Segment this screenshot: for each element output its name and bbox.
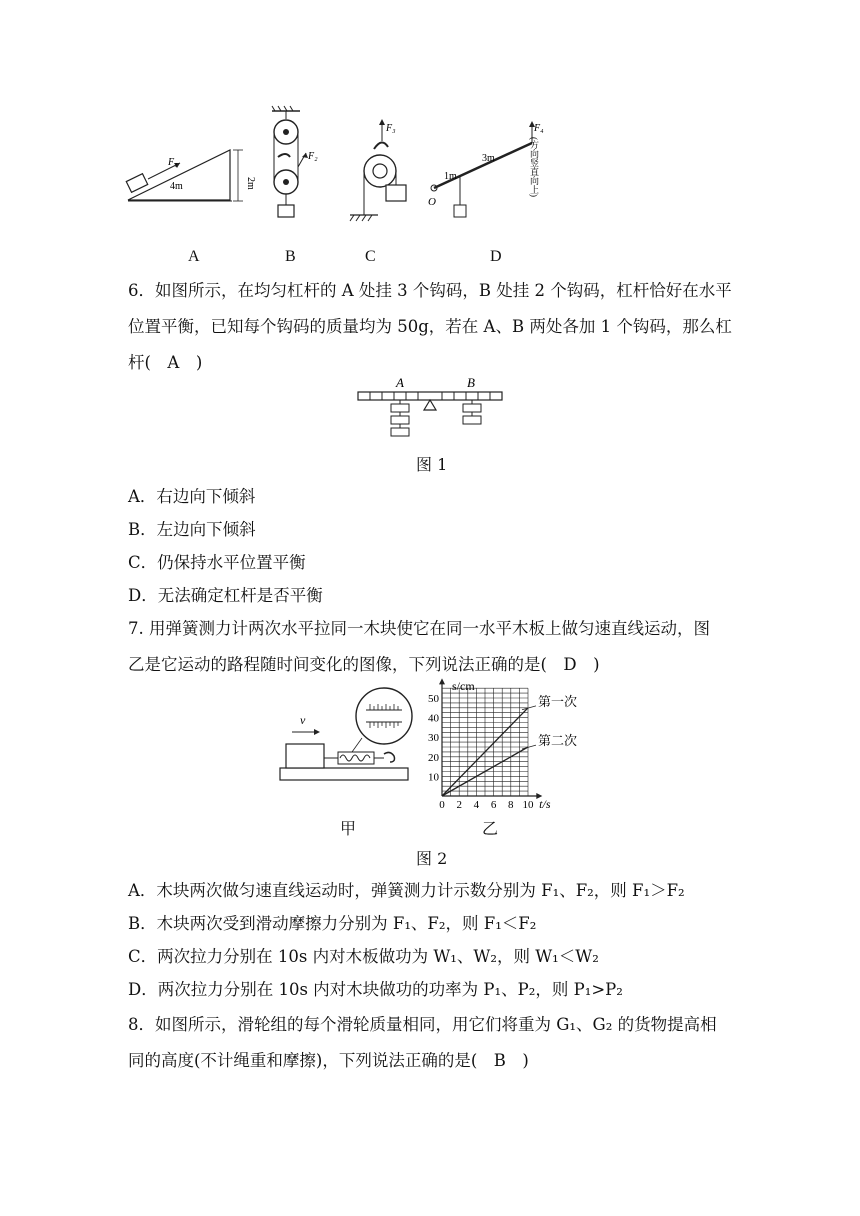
velocity-label: v	[300, 713, 306, 727]
y-axis-arrow	[439, 678, 445, 684]
y-tick-label: 10	[428, 771, 439, 784]
y-tick-label: 20	[428, 751, 439, 764]
figure-2-caption: 图 2	[416, 849, 448, 868]
figure-d-force: F₄	[534, 123, 544, 134]
q7-option-d: D．两次拉力分别在 10s 内对木块做功的功率为 P₁、P₂，则 P₁>P₂	[128, 980, 623, 999]
q5-figures	[120, 105, 580, 225]
figure-b-label: B	[285, 248, 296, 265]
y-tick-label: 40	[428, 712, 439, 725]
q6-stem-line1: 6．如图所示，在均匀杠杆的 A 处挂 3 个钩码，B 处挂 2 个钩码，杠杆恰好在水平	[128, 281, 732, 300]
lever-label-b: B	[467, 375, 475, 390]
x-tick-label: 4	[473, 799, 480, 808]
q7-stem-line1: 7. 用弹簧测力计两次水平拉同一木块使它在同一水平木板上做匀速直线运动，图	[128, 619, 710, 638]
figure-a-label: A	[188, 248, 200, 265]
figure-jia-apparatus	[276, 686, 416, 786]
q6-option-b: B．左边向下倾斜	[128, 520, 256, 539]
q6-option-c: C．仍保持水平位置平衡	[128, 553, 306, 572]
q7-stem-line2: 乙是它运动的路程随时间变化的图像，下列说法正确的是( D )	[128, 655, 600, 674]
figure-c-label: C	[365, 248, 376, 265]
x-tick-label: 8	[508, 799, 514, 808]
y-tick-label: 30	[428, 732, 439, 745]
q6-option-d: D．无法确定杠杆是否平衡	[128, 586, 323, 605]
x-tick-label: 10	[522, 799, 534, 808]
figure-d-label: D	[490, 248, 502, 265]
figure-a-incline	[126, 150, 256, 201]
figure-b-pulley	[272, 106, 318, 217]
q8-stem-line2: 同的高度(不计绳重和摩擦)，下列说法正确的是( B )	[128, 1051, 529, 1070]
lever-figure	[356, 374, 506, 444]
q8-stem-line1: 8．如图所示，滑轮组的每个滑轮质量相同，用它们将重为 G₁、G₂ 的货物提高相	[128, 1015, 717, 1034]
q6-stem-line2: 位置平衡，已知每个钩码的质量均为 50g，若在 A、B 两处各加 1 个钩码，那么杠	[128, 317, 732, 336]
q7-option-a: A．木块两次做匀速直线运动时，弹簧测力计示数分别为 F₁、F₂，则 F₁＞F₂	[128, 881, 685, 900]
figure-c-pulley	[350, 119, 406, 221]
figure-a-height: 2m	[245, 177, 256, 190]
q7-option-b: B．木块两次受到滑动摩擦力分别为 F₁、F₂，则 F₁＜F₂	[128, 914, 537, 933]
figure-a-length: 4m	[170, 181, 183, 192]
lever-label-a: A	[396, 375, 404, 390]
q7-option-c: C．两次拉力分别在 10s 内对木板做功为 W₁、W₂，则 W₁＜W₂	[128, 947, 599, 966]
series-label-1: 第一次	[538, 693, 578, 709]
figure-c-force: F₃	[386, 123, 396, 134]
figure-yi-label: 乙	[482, 819, 499, 838]
x-tick-label: 2	[456, 799, 462, 808]
q6-option-a: A．右边向下倾斜	[128, 487, 256, 506]
s-t-chart	[424, 676, 624, 808]
figure-d-direction: (方向竖直向上)	[529, 137, 539, 197]
q6-stem-line3: 杆( A )	[128, 353, 203, 372]
x-axis-label: t/s	[539, 797, 551, 808]
figure-d-lever	[428, 121, 544, 217]
x-tick-label: 0	[439, 799, 445, 808]
y-tick-label: 50	[428, 693, 439, 705]
figure-b-force: F₂	[308, 151, 318, 162]
figure-d-pivot: O	[428, 196, 436, 208]
figure-d-arm2: 3m	[482, 153, 495, 164]
series-label-2: 第二次	[538, 733, 578, 749]
y-axis-label: s/cm	[452, 679, 475, 693]
figure-1-caption: 图 1	[416, 455, 448, 474]
x-tick-label: 6	[490, 799, 497, 808]
figure-a-force: F₁	[168, 157, 178, 168]
figure-jia-label: 甲	[340, 819, 357, 838]
figure-d-arm1: 1m	[444, 171, 457, 182]
